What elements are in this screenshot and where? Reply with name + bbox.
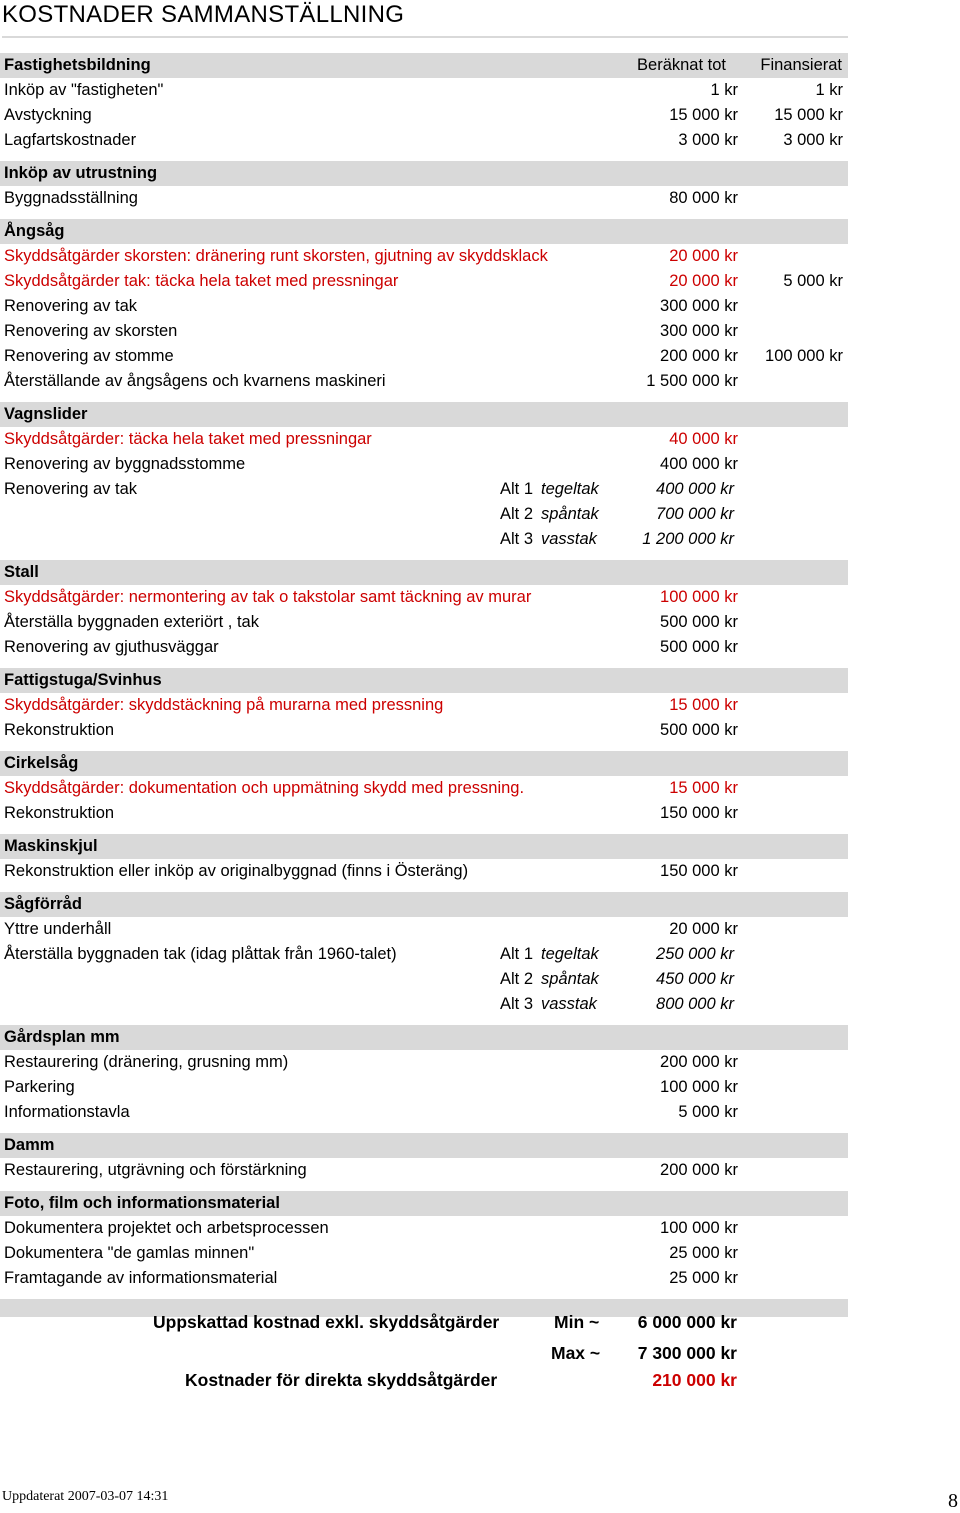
alt-name: vasstak: [541, 995, 597, 1013]
row-label: Rekonstruktion: [4, 721, 115, 739]
row-label: Parkering: [4, 1078, 75, 1096]
table-row: [0, 1100, 848, 1125]
alt-value: 700 000 kr: [656, 505, 734, 523]
section-header-stall: [0, 560, 848, 585]
row-label: Skyddsåtgärder tak: täcka hela taket med pressningar: [4, 272, 399, 290]
alt-number: Alt 1: [500, 480, 534, 498]
row-label: Renovering av stomme: [4, 347, 174, 365]
alt-name: tegeltak: [541, 480, 599, 498]
section-title: Stall: [4, 563, 39, 581]
table-row: [0, 942, 848, 967]
table-row: [0, 1050, 848, 1075]
row-total: 400 000 kr: [660, 455, 738, 473]
table-row: [0, 477, 848, 502]
row-label: Rekonstruktion eller inköp av originalbyggnad (finns i Österäng): [4, 862, 469, 880]
row-label: Renovering av skorsten: [4, 322, 178, 340]
table-row: [0, 859, 848, 884]
row-total: 20 000 kr: [669, 247, 738, 265]
row-label: Skyddsåtgärder: täcka hela taket med pressningar: [4, 430, 372, 448]
row-label: Restaurering, utgrävning och förstärkning: [4, 1161, 307, 1179]
direct-measures-value: 210 000 kr: [652, 1370, 737, 1390]
row-total: 200 000 kr: [660, 1053, 738, 1071]
table-row: [0, 527, 848, 552]
row-financed: 3 000 kr: [783, 131, 843, 149]
max-label: Max ~: [551, 1343, 601, 1363]
row-label: Dokumentera "de gamlas minnen": [4, 1244, 255, 1262]
section-title: Cirkelsåg: [4, 754, 79, 772]
section-title: Damm: [4, 1136, 55, 1154]
row-total: 25 000 kr: [669, 1244, 738, 1262]
direct-measures-label: Kostnader för direkta skyddsåtgärder: [185, 1370, 498, 1390]
row-total: 20 000 kr: [669, 920, 738, 938]
row-total: 40 000 kr: [669, 430, 738, 448]
section-header-utrustning: [0, 161, 848, 186]
row-label: Skyddsåtgärder: dokumentation och uppmätning skydd med pressning.: [4, 779, 525, 797]
row-total: 1 kr: [710, 81, 738, 99]
table-row: [0, 344, 848, 369]
table-row: [0, 610, 848, 635]
table-row: [0, 78, 848, 103]
alt-number: Alt 3: [500, 530, 534, 548]
table-row: [0, 1075, 848, 1100]
min-label: Min ~: [554, 1312, 600, 1332]
table-row: [0, 186, 848, 211]
row-total: 200 000 kr: [660, 347, 738, 365]
alt-value: 1 200 000 kr: [642, 530, 734, 548]
section-header-foto: [0, 1191, 848, 1216]
row-total: 200 000 kr: [660, 1161, 738, 1179]
section-title: Sågförråd: [4, 895, 82, 913]
section-header-damm: [0, 1133, 848, 1158]
column-header-financed: Finansierat: [760, 56, 842, 74]
row-label: Renovering av tak: [4, 480, 137, 498]
section-title: Fastighetsbildning: [4, 56, 151, 74]
row-total: 5 000 kr: [678, 1103, 738, 1121]
row-total: 500 000 kr: [660, 638, 738, 656]
row-total: 100 000 kr: [660, 588, 738, 606]
table-row: [0, 502, 848, 527]
section-title: Maskinskjul: [4, 837, 98, 855]
row-label: Renovering av gjuthusväggar: [4, 638, 219, 656]
row-total: 300 000 kr: [660, 322, 738, 340]
section-header-gardsplan: [0, 1025, 848, 1050]
table-row: [0, 319, 848, 344]
row-total: 25 000 kr: [669, 1269, 738, 1287]
row-label: Informationstavla: [4, 1103, 130, 1121]
alt-number: Alt 1: [500, 945, 534, 963]
row-total: 500 000 kr: [660, 613, 738, 631]
table-row: [0, 427, 848, 452]
table-row: [0, 1216, 848, 1241]
table-row: [0, 992, 848, 1017]
alt-name: spåntak: [541, 970, 599, 988]
row-label: Återställa byggnaden exteriört , tak: [4, 613, 259, 631]
row-label: Framtagande av informationsmaterial: [4, 1269, 278, 1287]
row-label: Rekonstruktion: [4, 804, 115, 822]
section-title: Inköp av utrustning: [4, 164, 158, 182]
alt-value: 400 000 kr: [656, 480, 734, 498]
row-total: 100 000 kr: [660, 1078, 738, 1096]
section-header-fastighetsbildning: [0, 53, 848, 78]
row-financed: 100 000 kr: [765, 347, 843, 365]
alt-value: 450 000 kr: [656, 970, 734, 988]
section-header-fattigstuga: [0, 668, 848, 693]
table-row: [0, 103, 848, 128]
row-total: 20 000 kr: [669, 272, 738, 290]
updated-timestamp: Uppdaterat 2007-03-07 14:31: [2, 1489, 169, 1504]
table-row: [0, 776, 848, 801]
row-total: 100 000 kr: [660, 1219, 738, 1237]
row-label: Skyddsåtgärder skorsten: dränering runt skorsten, gjutning av skyddsklack: [4, 247, 548, 265]
table-row: [0, 801, 848, 826]
table-row: [0, 718, 848, 743]
section-header-vagnslider: [0, 402, 848, 427]
row-label: Skyddsåtgärder: skyddstäckning på murarna med pressning: [4, 696, 444, 714]
page-number: 8: [948, 1490, 958, 1512]
row-total: 15 000 kr: [669, 106, 738, 124]
row-label: Återställande av ångsågens och kvarnens maskineri: [4, 372, 386, 390]
table-row: [0, 635, 848, 660]
table-row: [0, 1241, 848, 1266]
table-row: [0, 1158, 848, 1183]
min-value: 6 000 000 kr: [637, 1312, 737, 1332]
row-total: 500 000 kr: [660, 721, 738, 739]
table-row: [0, 967, 848, 992]
section-title: Gårdsplan mm: [4, 1028, 120, 1046]
row-label: Lagfartskostnader: [4, 131, 137, 149]
page-title: KOSTNADER SAMMANSTÄLLNING: [2, 1, 405, 28]
table-row: [0, 917, 848, 942]
section-title: Ångsåg: [4, 222, 65, 240]
table-row: [0, 452, 848, 477]
row-total: 300 000 kr: [660, 297, 738, 315]
row-financed: 15 000 kr: [774, 106, 843, 124]
cost-table: [0, 53, 848, 1317]
row-total: 150 000 kr: [660, 804, 738, 822]
section-header-cirkelsag: [0, 751, 848, 776]
row-financed: 1 kr: [815, 81, 843, 99]
row-label: Byggnadsställning: [4, 189, 138, 207]
table-row: [0, 294, 848, 319]
alt-name: spåntak: [541, 505, 599, 523]
row-label: Renovering av tak: [4, 297, 137, 315]
section-header-sagforrad: [0, 892, 848, 917]
table-row: [0, 585, 848, 610]
alt-value: 800 000 kr: [656, 995, 734, 1013]
row-label: Skyddsåtgärder: nermontering av tak o takstolar samt täckning av murar: [4, 588, 532, 606]
row-total: 80 000 kr: [669, 189, 738, 207]
table-row: [0, 1266, 848, 1291]
alt-number: Alt 2: [500, 505, 534, 523]
alt-value: 250 000 kr: [656, 945, 734, 963]
row-total: 1 500 000 kr: [646, 372, 738, 390]
row-label: Avstyckning: [4, 106, 92, 124]
section-title: Vagnslider: [4, 405, 88, 423]
alt-name: vasstak: [541, 530, 597, 548]
row-label: Återställa byggnaden tak (idag plåttak från 1960-talet): [4, 945, 397, 963]
row-total: 15 000 kr: [669, 696, 738, 714]
row-label: Renovering av byggnadsstomme: [4, 455, 246, 473]
row-label: Dokumentera projektet och arbetsprocessen: [4, 1219, 329, 1237]
row-total: 3 000 kr: [678, 131, 738, 149]
row-financed: 5 000 kr: [783, 272, 843, 290]
alt-name: tegeltak: [541, 945, 599, 963]
row-total: 15 000 kr: [669, 779, 738, 797]
row-label: Restaurering (dränering, grusning mm): [4, 1053, 289, 1071]
table-row: [0, 128, 848, 153]
row-total: 150 000 kr: [660, 862, 738, 880]
table-row: [0, 693, 848, 718]
section-header-maskinskjul: [0, 834, 848, 859]
section-title: Foto, film och informationsmaterial: [4, 1194, 280, 1212]
estimate-label: Uppskattad kostnad exkl. skyddsåtgärder: [153, 1312, 500, 1332]
table-row: [0, 369, 848, 394]
max-value: 7 300 000 kr: [637, 1343, 737, 1363]
row-label: Yttre underhåll: [4, 920, 112, 938]
divider: [2, 36, 848, 38]
section-title: Fattigstuga/Svinhus: [4, 671, 162, 689]
alt-number: Alt 3: [500, 995, 534, 1013]
table-row: [0, 244, 848, 269]
section-header-angsag: [0, 219, 848, 244]
column-header-total: Beräknat tot: [637, 56, 726, 74]
table-row: [0, 269, 848, 294]
row-label: Inköp av "fastigheten": [4, 81, 164, 99]
alt-number: Alt 2: [500, 970, 534, 988]
